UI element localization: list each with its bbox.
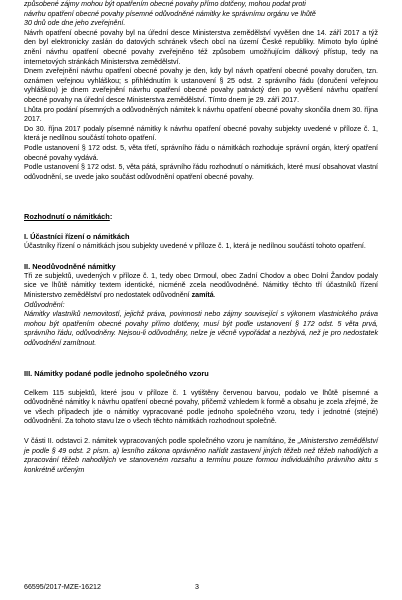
decision-word: zamítá — [191, 291, 214, 300]
paragraph: Podle ustanovení § 172 odst. 5, věta třetí, správního řádu o námitkách rozhoduje správní orgán, který opatření obecné povahy vydává. — [24, 143, 378, 162]
subsection-heading: II. Neodůvodněné námitky — [24, 261, 116, 271]
subsection-body: Účastníky řízení o námitkách jsou subjekty uvedené v příloze č. 1, která je nedílnou součástí tohoto opatření. — [24, 242, 366, 251]
page-footer — [24, 583, 378, 592]
intro-continuation — [24, 0, 378, 29]
paragraph: Návrh opatření obecné povahy byl na úřední desce Ministerstva zemědělství vyvěšen dne 14. září 2017 a týž den byl elektronicky zaslán do datových schránek všech obcí na území České republiky. Mimoto bylo úplné znění návrhu opatření obecné povahy zveřejněno též způsobem umožňujícím dálkový přístup, tedy na internetových stránkách Ministerstva zemědělství. — [24, 28, 378, 66]
body-end: . — [213, 291, 216, 300]
body-text: Tři ze subjektů, uvedených v příloze č. 1, tedy obec Drmoul, obec Zadní Chodov a obec Dolní Žandov podaly sice ve lhůtě námitky textem identické, nicméně zcela neodůvodněné. Námitky těchto tří účastníků řízení Ministerstvo zemědělství pro nedostatek odůvodnění — [24, 271, 378, 300]
subsection-heading: III. Námitky podané podle jednoho společného vzoru — [24, 368, 209, 378]
paragraph: Do 30. října 2017 podaly písemné námitky k návrhu opatření obecné povahy subjekty uvedené v příloze č. 1, která je nedílnou součástí tohoto opatření. — [24, 124, 378, 143]
body-text: V části II. odstavci 2. námitek vypracovaných podle společného vzoru je namítáno, že — [24, 437, 298, 445]
reasoning-text: Námitky vlastníků nemovitostí, jejichž práva, povinnosti nebo zájmy související s výkonem vlastnického práva mohou být opatřením obecné povahy přímo dotčeny, musí být podle ustanovení § 172 odst. 5 věta prvá, správního řádu, odůvodněny. Nejsou-li odůvodněny, nelze je věcně vypořádat a nezbývá, než je pro nedostatek odůvodnění zamítnout. — [24, 310, 378, 348]
intro-line: návrhu opatření obecné povahy písemné odůvodněné námitky ke správnímu orgánu ve lhůtě — [24, 9, 316, 18]
document-page — [24, 0, 378, 475]
subsection-heading: I. Účastníci řízení o námitkách — [24, 232, 130, 242]
section-title-text: Rozhodnutí o námitkách — [24, 212, 110, 222]
paragraph: Lhůta pro podání písemných a odůvodněných námitek k návrhu opatření obecné povahy skončila dnem 30. října 2017. — [24, 105, 378, 124]
page-number: 3 — [195, 583, 199, 591]
document-reference: 66595/2017-MZE-16212 — [24, 583, 101, 591]
subsection-body — [24, 272, 378, 301]
paragraph: Dnem zveřejnění návrhu opatření obecné povahy je den, kdy byl návrh opatření obecné povahy doručen, tzn. oznámen veřejnou vyhláškou; s přihlédnutím k ustanovení § 25 odst. 2 správního řádu (doručení veřejnou vyhláškou) je dnem zveřejnění návrhu opatření obecné povahy patnáctý den po vyvěšení návrhu opatření obecné povahy na úřední desce Ministerstva zemědělství. Tímto dnem je 29. září 2017. — [24, 67, 378, 104]
reasoning-label: Odůvodnění: — [24, 300, 65, 309]
section-title — [24, 212, 378, 222]
section-title-suffix: : — [109, 212, 113, 222]
intro-line: způsobené zájmy mohou být opatřením obecné povahy přímo dotčeny, mohou podat proti — [24, 0, 306, 8]
intro-line: 30 dnů ode dne jeho zveřejnění. — [24, 19, 126, 28]
subsection-body — [24, 437, 378, 475]
quoted-objection: „Ministerstvo zemědělství je podle § 49 odst. 2 písm. a) lesního zákona oprávněno nařídit zastavení jiných těžeb než těžeb nahodilých a zpracování těžeb nahodilých ve stanoveném rozsahu a termínu pouze formou individuálního právního aktu s konkrétně určeným — [24, 437, 378, 474]
subsection-body: Celkem 115 subjektů, které jsou v příloze č. 1 vytištěny červenou barvou, podalo ve lhůtě písemné a odůvodněné námitky k návrhu opatření obecné povahy, přičemž vzhledem k formě a obsahu je zcela zřejmé, že ve všech případech jde o námitky vypracované podle jednoho společného vzoru, tedy i jednotné (stejné) odůvodnění. Za tohoto stavu lze o všech těchto námitkách rozhodnout společně. — [24, 388, 378, 426]
paragraph: Podle ustanovení § 172 odst. 5, věta pátá, správního řádu rozhodnutí o námitkách, které musí obsahovat vlastní odůvodnění, se uvede jako součást odůvodnění opatření obecné povahy. — [24, 163, 378, 181]
